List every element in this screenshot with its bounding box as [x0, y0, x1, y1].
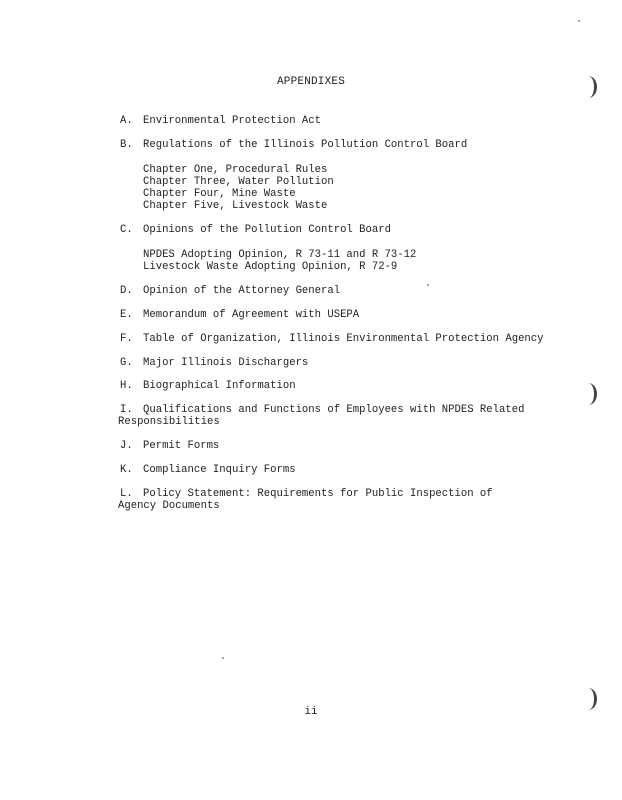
- sub-item: Chapter One, Procedural Rules: [143, 164, 328, 176]
- item-text: Compliance Inquiry Forms: [143, 464, 296, 476]
- item-text: Biographical Information: [143, 380, 296, 392]
- item-continuation: Responsibilities: [118, 416, 220, 428]
- item-continuation: Agency Documents: [118, 500, 220, 512]
- item-letter: E.: [120, 309, 133, 321]
- item-text: Opinions of the Pollution Control Board: [143, 224, 391, 236]
- item-letter: J.: [120, 440, 133, 452]
- item-text: Regulations of the Illinois Pollution Control Board: [143, 139, 468, 151]
- page-number: ii: [304, 706, 318, 718]
- item-text: Policy Statement: Requirements for Public Inspection of: [143, 488, 493, 500]
- item-letter: L.: [120, 488, 133, 500]
- sub-item: Chapter Four, Mine Waste: [143, 188, 296, 200]
- sub-item: Chapter Five, Livestock Waste: [143, 200, 328, 212]
- item-text: Major Illinois Dischargers: [143, 357, 309, 369]
- item-text: Qualifications and Functions of Employees with NPDES Related: [143, 404, 525, 416]
- binder-hole-mark: [580, 688, 597, 710]
- scan-speck: [427, 284, 429, 286]
- binder-hole-mark: [580, 383, 597, 405]
- page-title: APPENDIXES: [276, 76, 345, 88]
- item-letter: B.: [120, 139, 133, 151]
- item-letter: D.: [120, 285, 133, 297]
- item-text: Permit Forms: [143, 440, 220, 452]
- sub-item: Chapter Three, Water Pollution: [143, 176, 334, 188]
- item-text: Opinion of the Attorney General: [143, 285, 341, 297]
- item-letter: H.: [120, 380, 133, 392]
- item-letter: I.: [120, 404, 133, 416]
- scan-speck: [578, 20, 580, 22]
- item-text: Table of Organization, Illinois Environmental Protection Agency: [143, 333, 544, 345]
- scan-speck: [222, 657, 224, 659]
- sub-item: NPDES Adopting Opinion, R 73-11 and R 73-12: [143, 249, 417, 261]
- item-text: Memorandum of Agreement with USEPA: [143, 309, 360, 321]
- item-letter: K.: [120, 464, 133, 476]
- item-text: Environmental Protection Act: [143, 115, 322, 127]
- item-letter: G.: [120, 357, 133, 369]
- item-letter: C.: [120, 224, 133, 236]
- sub-item: Livestock Waste Adopting Opinion, R 72-9: [143, 261, 398, 273]
- item-letter: A.: [120, 115, 133, 127]
- item-letter: F.: [120, 333, 133, 345]
- binder-hole-mark: [580, 76, 597, 98]
